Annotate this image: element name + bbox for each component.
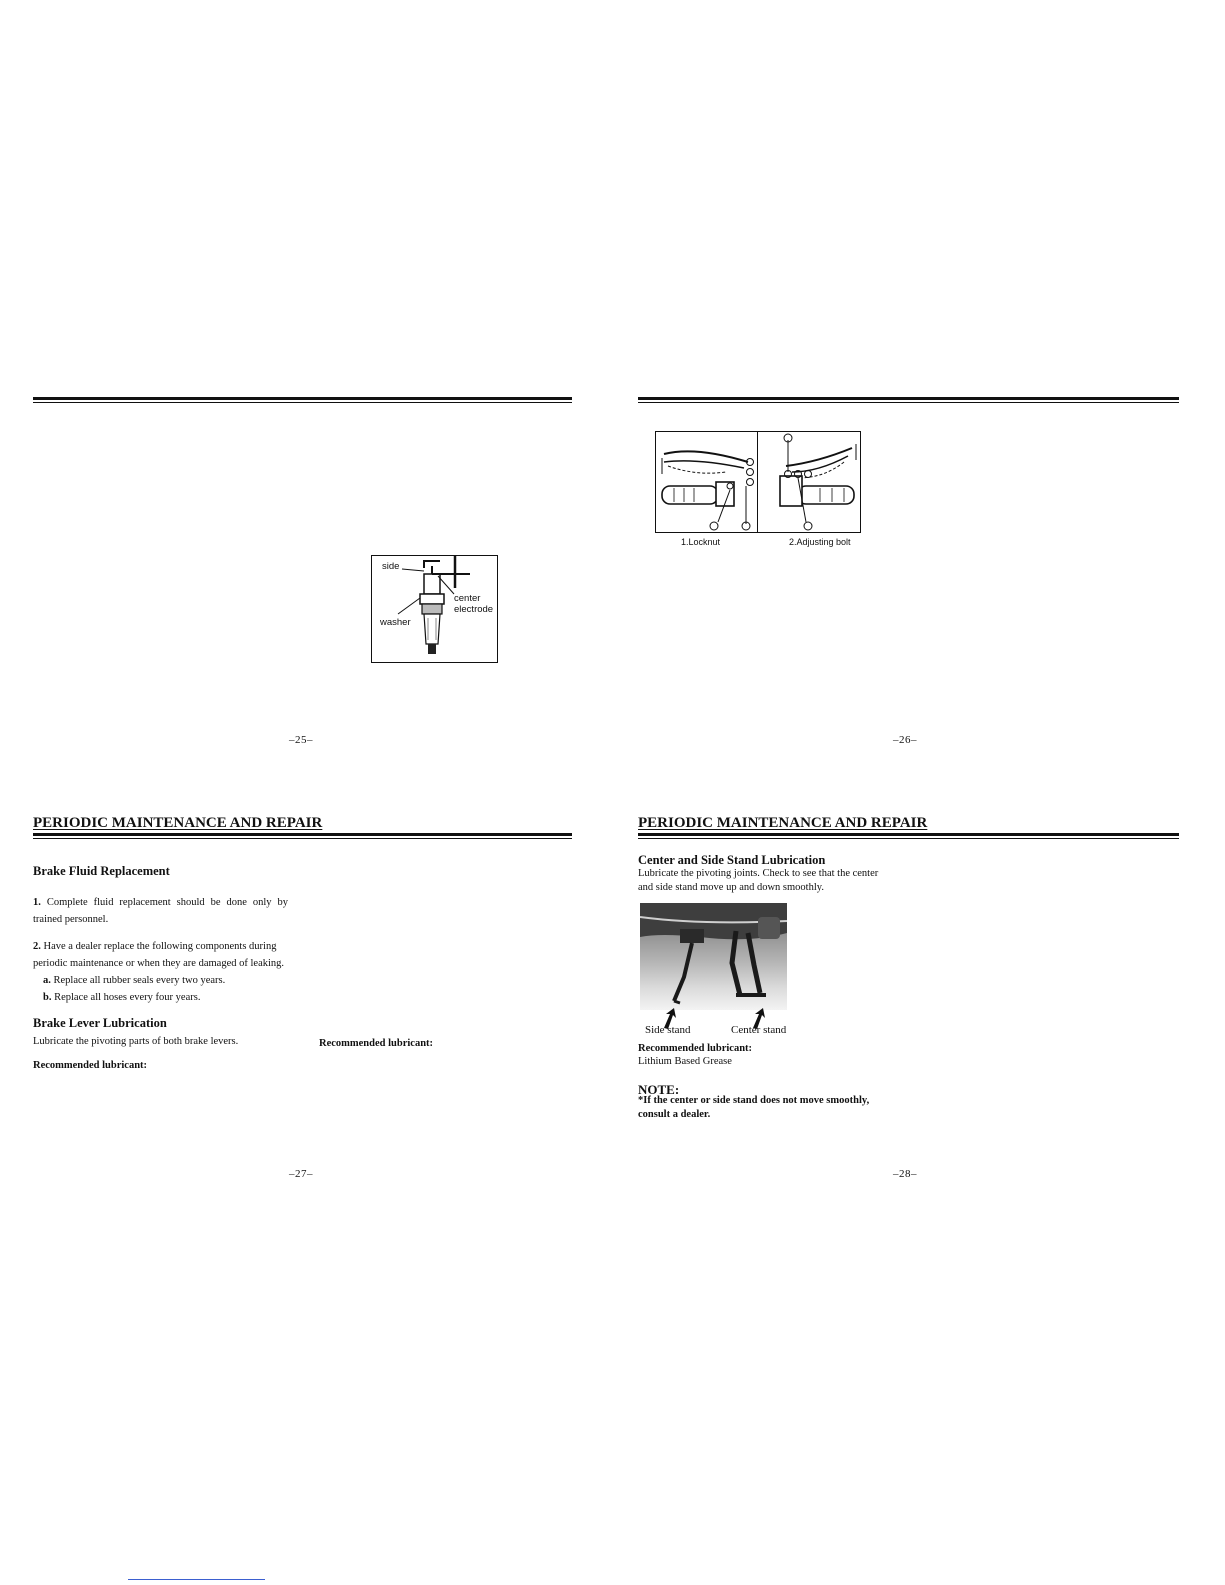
header-rule bbox=[638, 397, 1179, 400]
brake-fluid-item-2 bbox=[33, 938, 288, 1006]
page-number: –26– bbox=[893, 734, 917, 746]
page-number: –25– bbox=[289, 734, 313, 746]
brake-fluid-item-1 bbox=[33, 894, 288, 928]
brake-lever-figure-right bbox=[757, 431, 861, 533]
brake-lever-figure-left bbox=[655, 431, 758, 533]
link-underline bbox=[128, 1579, 265, 1580]
center-stand-label: Center stand bbox=[731, 1024, 787, 1036]
side-stand-label: Side stand bbox=[645, 1024, 691, 1036]
brake-lever-text: Lubricate the pivoting parts of both brake levers. bbox=[33, 1036, 239, 1047]
item-number: 1. bbox=[33, 897, 41, 908]
header-rule bbox=[33, 397, 572, 400]
center-label: center bbox=[454, 593, 481, 604]
header-rule bbox=[33, 833, 572, 836]
note-title: NOTE: bbox=[638, 1082, 680, 1097]
lever-drawing-left bbox=[656, 432, 757, 532]
lever-drawing-right bbox=[758, 432, 860, 532]
page-number: –28– bbox=[893, 1168, 917, 1180]
recommended-lubricant-label: Recommended lubricant: bbox=[638, 1043, 753, 1054]
item-text: Have a dealer replace the following components during bbox=[40, 941, 277, 952]
stand-text-line-2: and side stand move up and down smoothly. bbox=[638, 882, 824, 893]
side-label: side bbox=[382, 561, 400, 572]
sub-item-label: b. bbox=[43, 992, 52, 1003]
recommended-lubricant-right: Recommended lubricant: bbox=[319, 1038, 434, 1049]
note-line-1: *If the center or side stand does not move smoothly, bbox=[638, 1095, 870, 1106]
stand-text bbox=[638, 867, 894, 895]
recommended-lubricant-value: Lithium Based Grease bbox=[638, 1056, 732, 1067]
adjusting-bolt-caption: 2.Adjusting bolt bbox=[789, 537, 851, 547]
item-number: 2. bbox=[33, 941, 41, 952]
stand-lubrication-heading: Center and Side Stand Lubrication bbox=[638, 853, 826, 867]
item-text: Complete fluid replacement should be done only by bbox=[40, 897, 288, 908]
locknut-caption: 1.Locknut bbox=[681, 537, 721, 547]
page-number: –27– bbox=[289, 1168, 313, 1180]
sub-item-a bbox=[33, 972, 288, 989]
washer-label: washer bbox=[380, 617, 411, 628]
item-text-cont: periodic maintenance or when they are damaged of leaking. bbox=[33, 958, 285, 969]
header-rule bbox=[638, 833, 1179, 836]
sub-item-text: Replace all hoses every four years. bbox=[51, 992, 201, 1003]
sub-item-text: Replace all rubber seals every two years. bbox=[50, 975, 226, 986]
brake-fluid-heading: Brake Fluid Replacement bbox=[33, 864, 170, 878]
sub-item-b bbox=[33, 989, 288, 1006]
note-line-2: consult a dealer. bbox=[638, 1109, 711, 1120]
section-title: PERIODIC MAINTENANCE AND REPAIR bbox=[33, 815, 323, 831]
stand-photo bbox=[640, 903, 787, 1010]
sub-item-label: a. bbox=[43, 975, 51, 986]
brake-lever-heading: Brake Lever Lubrication bbox=[33, 1016, 167, 1030]
electrode-label: electrode bbox=[454, 604, 494, 615]
spark-plug-figure bbox=[371, 555, 498, 663]
note-text bbox=[638, 1094, 894, 1122]
stand-text-line-1: Lubricate the pivoting joints. Check to see that the center bbox=[638, 868, 879, 879]
item-text-cont: trained personnel. bbox=[33, 914, 109, 925]
recommended-lubricant-left: Recommended lubricant: bbox=[33, 1060, 148, 1071]
stand-photo-drawing bbox=[640, 903, 787, 1010]
section-title: PERIODIC MAINTENANCE AND REPAIR bbox=[638, 815, 928, 831]
